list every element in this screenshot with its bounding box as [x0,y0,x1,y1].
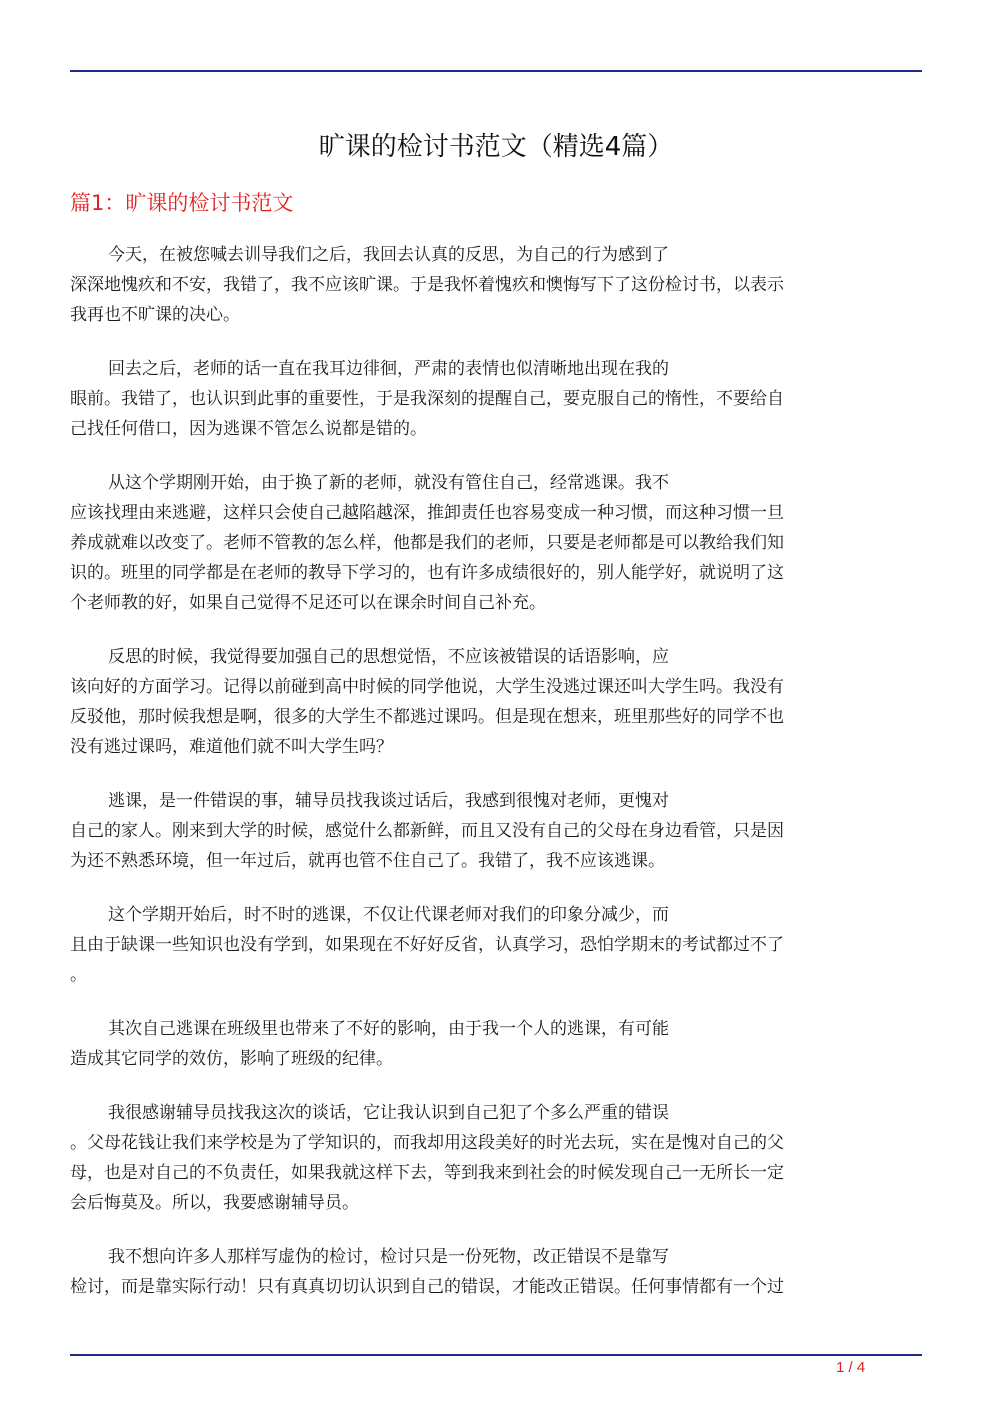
paragraph-line: 己找任何借口，因为逃课不管怎么说都是错的。 [70,419,427,439]
paragraph-line: 识的。班里的同学都是在老师的教导下学习的，也有许多成绩很好的，别人能学好，就说明了这 [70,563,784,583]
footer-rule [70,1354,922,1356]
paragraph-line: 从这个学期刚开始，由于换了新的老师，就没有管住自己，经常逃课。我不 [108,473,669,493]
paragraph-line: 深深地愧疚和不安，我错了，我不应该旷课。于是我怀着愧疚和懊悔写下了这份检讨书，以表示 [70,275,784,295]
paragraph-line: 且由于缺课一些知识也没有学到，如果现在不好好反省，认真学习，恐怕学期末的考试都过不了 [70,935,784,955]
paragraph [70,468,922,618]
paragraph [70,786,922,876]
paragraph-line: 母，也是对自己的不负责任，如果我就这样下去，等到我来到社会的时候发现自己一无所长一定 [70,1163,784,1183]
paragraph-line: 没有逃过课吗，难道他们就不叫大学生吗？ [70,737,393,757]
paragraph [70,240,922,330]
section-heading: 篇1：旷课的检讨书范文 [70,191,294,215]
header-rule [70,70,922,72]
document-title: 旷课的检讨书范文（精选4篇） [318,132,674,162]
paragraph-line: 反驳他，那时候我想是啊，很多的大学生不都逃过课吗。但是现在想来，班里那些好的同学不也 [70,707,784,727]
paragraph [70,642,922,762]
paragraph-line: 。 [70,965,87,985]
paragraph-line: 。父母花钱让我们来学校是为了学知识的，而我却用这段美好的时光去玩，实在是愧对自己的父 [70,1133,784,1153]
paragraph-line: 为还不熟悉环境，但一年过后，就再也管不住自己了。我错了，我不应该逃课。 [70,851,665,871]
paragraph-line: 眼前。我错了，也认识到此事的重要性，于是我深刻的提醒自己，要克服自己的惰性，不要给自 [70,389,784,409]
paragraph-line: 该向好的方面学习。记得以前碰到高中时候的同学他说，大学生没逃过课还叫大学生吗。我没有 [70,677,784,697]
page-number: 1 / 4 [836,1359,866,1376]
paragraph-line: 造成其它同学的效仿，影响了班级的纪律。 [70,1049,393,1069]
paragraph-line: 这个学期开始后，时不时的逃课，不仅让代课老师对我们的印象分减少，而 [108,905,669,925]
paragraph [70,1014,922,1074]
paragraph-line: 养成就难以改变了。老师不管教的怎么样，他都是我们的老师，只要是老师都是可以教给我们知 [70,533,784,553]
paragraph-line: 会后悔莫及。所以，我要感谢辅导员。 [70,1193,359,1213]
paragraph-line: 逃课，是一件错误的事，辅导员找我谈过话后，我感到很愧对老师，更愧对 [108,791,669,811]
paragraph-line: 今天，在被您喊去训导我们之后，我回去认真的反思，为自己的行为感到了 [108,245,669,265]
paragraph-line: 自己的家人。刚来到大学的时候，感觉什么都新鲜，而且又没有自己的父母在身边看管，只是因 [70,821,784,841]
paragraph-line: 个老师教的好，如果自己觉得不足还可以在课余时间自己补充。 [70,593,546,613]
paragraph [70,1242,922,1302]
document-body [70,240,922,1326]
paragraph-line: 应该找理由来逃避，这样只会使自己越陷越深，推卸责任也容易变成一种习惯，而这种习惯一旦 [70,503,784,523]
paragraph-line: 我不想向许多人那样写虚伪的检讨，检讨只是一份死物，改正错误不是靠写 [108,1247,669,1267]
paragraph-line: 我很感谢辅导员找我这次的谈话，它让我认识到自己犯了个多么严重的错误 [108,1103,669,1123]
paragraph-line: 其次自己逃课在班级里也带来了不好的影响，由于我一个人的逃课，有可能 [108,1019,669,1039]
paragraph [70,354,922,444]
paragraph-line: 回去之后，老师的话一直在我耳边徘徊，严肃的表情也似清晰地出现在我的 [108,359,669,379]
paragraph-line: 检讨，而是靠实际行动！只有真真切切认识到自己的错误，才能改正错误。任何事情都有一个过 [70,1277,784,1297]
paragraph [70,900,922,990]
paragraph-line: 我再也不旷课的决心。 [70,305,240,325]
paragraph-line: 反思的时候，我觉得要加强自己的思想觉悟，不应该被错误的话语影响，应 [108,647,669,667]
paragraph [70,1098,922,1218]
